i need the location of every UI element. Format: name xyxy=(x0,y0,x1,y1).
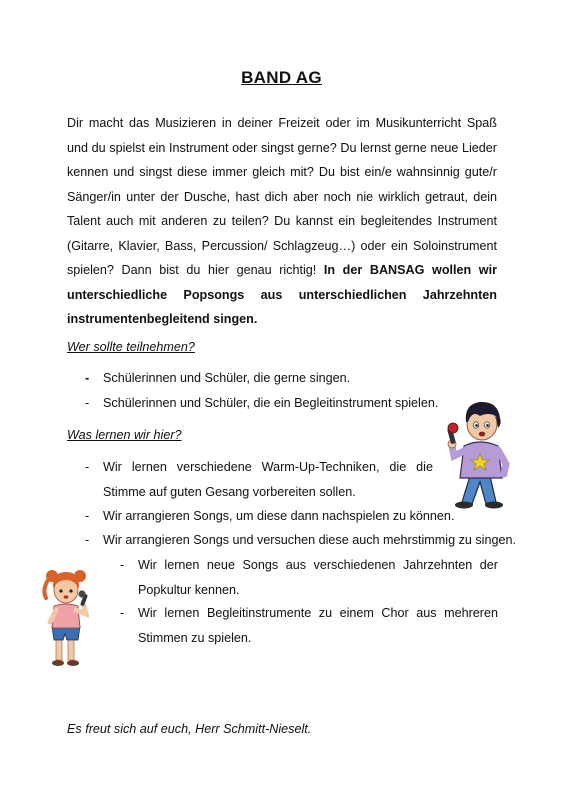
boy-singer-illustration xyxy=(440,398,520,510)
bullet-dash: - xyxy=(85,371,90,385)
sub-list-item-text: Wir lernen Begleitinstrumente zu einem Chor aus mehreren Stimmen zu spielen. xyxy=(138,606,498,645)
closing-signature: Es freut sich auf euch, Herr Schmitt-Nieselt. xyxy=(67,722,312,736)
list-item-text: Wir lernen verschiedene Warm-Up-Techniken, die die Stimme auf guten Gesang vorbereiten sollen. xyxy=(103,460,433,499)
list-item-text: Schülerinnen und Schüler, die gerne singen. xyxy=(103,371,351,385)
bullet-dash: - xyxy=(85,396,90,410)
list-item xyxy=(85,528,516,553)
bullet-dash: - xyxy=(85,460,90,474)
girl-singer-illustration xyxy=(36,566,98,670)
section-heading-learning: Was lernen wir hier? xyxy=(67,428,182,442)
list-item-text: Wir arrangieren Songs, um diese dann nachspielen zu können. xyxy=(103,509,455,523)
intro-paragraph xyxy=(67,111,497,332)
bullet-dash: - xyxy=(120,606,125,620)
intro-bold-text: In der BANSAG wollen wir unterschiedliche Popsongs aus unterschiedlichen Jahrzehnten instrumentenbegleitend singen. xyxy=(67,263,497,326)
list-item-text: Wir arrangieren Songs und versuchen diese auch mehrstimmig zu singen. xyxy=(103,533,516,547)
bullet-dash: - xyxy=(120,558,125,572)
bullet-dash: - xyxy=(85,509,90,523)
list-item-text: Schülerinnen und Schüler, die ein Begleitinstrument spielen. xyxy=(103,396,439,410)
list-item xyxy=(85,455,435,505)
sub-list-item xyxy=(120,601,498,651)
sub-list-item-text: Wir lernen neue Songs aus verschiedenen Jahrzehnten der Popkultur kennen. xyxy=(138,558,498,597)
bullet-dash: - xyxy=(85,533,90,547)
intro-text: Dir macht das Musizieren in deiner Freizeit oder im Musikunterricht Spaß und du spielst ein Instrument oder singst gerne? Du lernst gerne neue Lieder kennen und singst diese immer gleich mit? Du bist ein/e wahnsinnig gute/r Sänger/in unter der Dusche, hast dich aber noch nie wirklich getraut, dein Talent auch mit anderen zu teilen? Du kannst ein begleitendes Instrument (Gitarre, Klavier, Bass, Percussion/ Schlagzeug…) oder ein Soloinstrument spielen? Dann bist du hier genau richtig! xyxy=(67,116,497,277)
document-title: BAND AG xyxy=(241,68,322,87)
section-heading-participants: Wer sollte teilnehmen? xyxy=(67,340,195,354)
sub-list-item xyxy=(120,553,498,603)
list-item xyxy=(85,366,505,391)
